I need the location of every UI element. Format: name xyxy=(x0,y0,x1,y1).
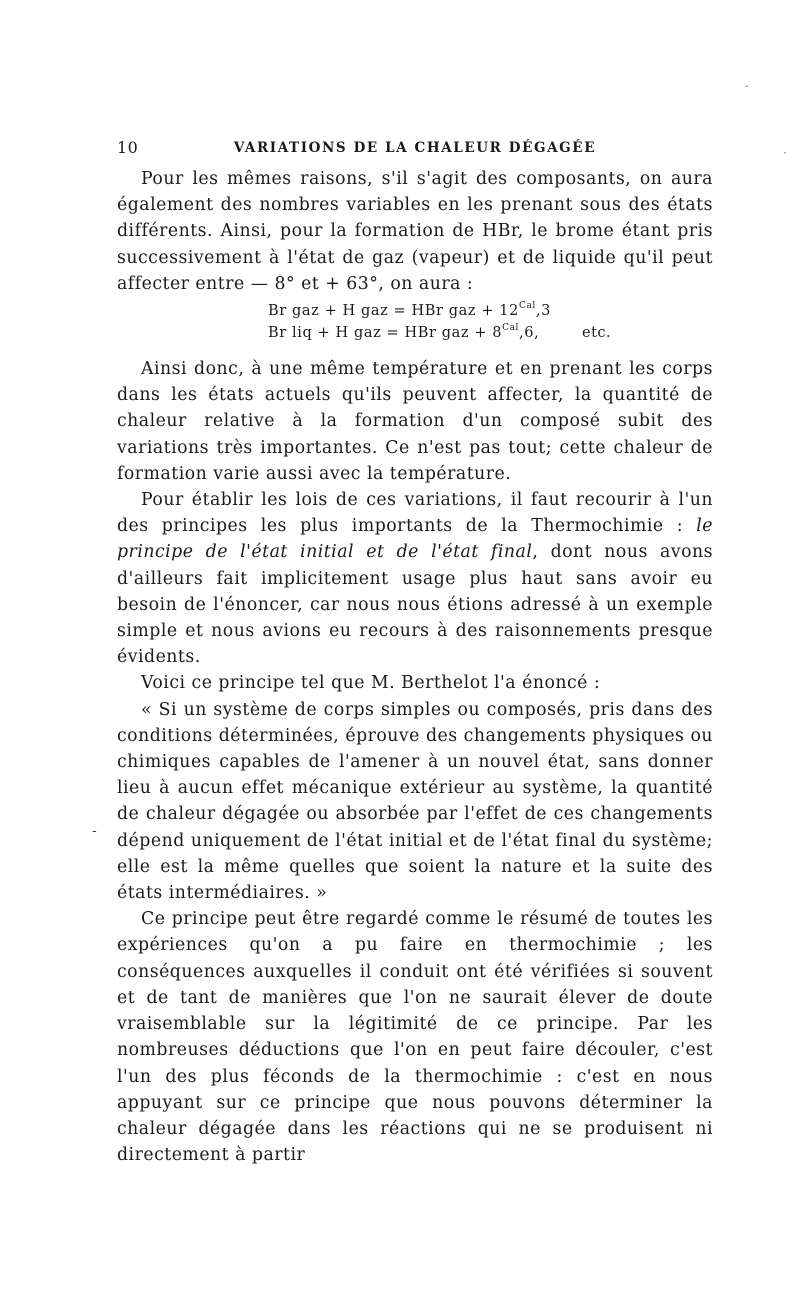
equation-row xyxy=(117,300,713,322)
page-body xyxy=(117,166,713,1168)
equation-block xyxy=(117,300,713,344)
running-title: VARIATIONS DE LA CHALEUR DÉGAGÉE xyxy=(233,140,597,156)
paragraph: Ainsi donc, à une même température et en prenant les corps dans les états actuels qu'ils peuvent affecter, la quantité de chaleur relative à la formation d'un composé subit des variations très importantes. Ce n'est pas tout; cette chaleur de formation varie aussi avec la température. xyxy=(117,359,713,484)
scan-mark: - xyxy=(92,823,97,839)
scan-mark: · xyxy=(783,146,787,160)
equation-row xyxy=(117,322,713,344)
equation-suffix: etc. xyxy=(582,325,612,342)
page-number: 10 xyxy=(117,138,139,157)
quotation: « Si un système de corps simples ou composés, pris dans des conditions déterminées, éprouve des changements physiques ou chimiques capables de l'amener à un nouvel état, sans donner lieu à aucun effet mécanique extérieur au système, la quantité de chaleur dégagée ou absorbée par l'effet de ces changements dépend uniquement de l'état initial et de l'état final du système; elle est la même quelles que soient la nature et la suite des états intermédiaires. » xyxy=(117,699,713,904)
paragraph: Ce principe peut être regardé comme le résumé de toutes les expériences qu'on a pu faire en thermochimie ; les conséquences auxquelles il conduit ont été vérifiées si souvent et de tant de manières que l'on ne saurait élever de doute vraisemblable sur la légitimité de ce principe. Par les nombreuses déductions que l'on en peut faire découler, c'est l'un des plus féconds de la thermochimie : c'est en nous appuyant sur ce principe que nous pouvons déterminer la chaleur dégagée dans les réactions qui ne se produisent ni directement à partir xyxy=(117,909,713,1166)
paragraph: Pour établir les lois de ces variations, il faut recourir à l'un des principes les plus importants de la Thermochimie : le principe de l'état initial et de l'état final, dont nous avons d'ailleurs fait implicitement usage plus haut sans avoir eu besoin de l'énoncer, car nous nous étions adressé à un exemple simple et nous avions eu recours à des raisonnements presque évidents. xyxy=(117,490,713,668)
paragraph: Voici ce principe tel que M. Berthelot l'a énoncé : xyxy=(141,673,601,694)
paragraph: Pour les mêmes raisons, s'il s'agit des composants, on aura également des nombres variables en les prenant sous des états différents. Ainsi, pour la formation de HBr, le brome étant pris successivement à l'état de gaz (vapeur) et de liquide qu'il peut affecter entre — 8° et + 63°, on aura : xyxy=(117,169,713,294)
scan-mark: - xyxy=(743,80,751,93)
equation: Br gaz + H gaz = HBr gaz + $12^{Cal},3$ xyxy=(268,301,551,320)
italic-term: le principe de l'état initial et de l'état final xyxy=(117,516,713,563)
page-header xyxy=(117,138,713,160)
equation: Br liq + H gaz = HBr gaz + $8^{Cal},6$, xyxy=(268,323,540,342)
